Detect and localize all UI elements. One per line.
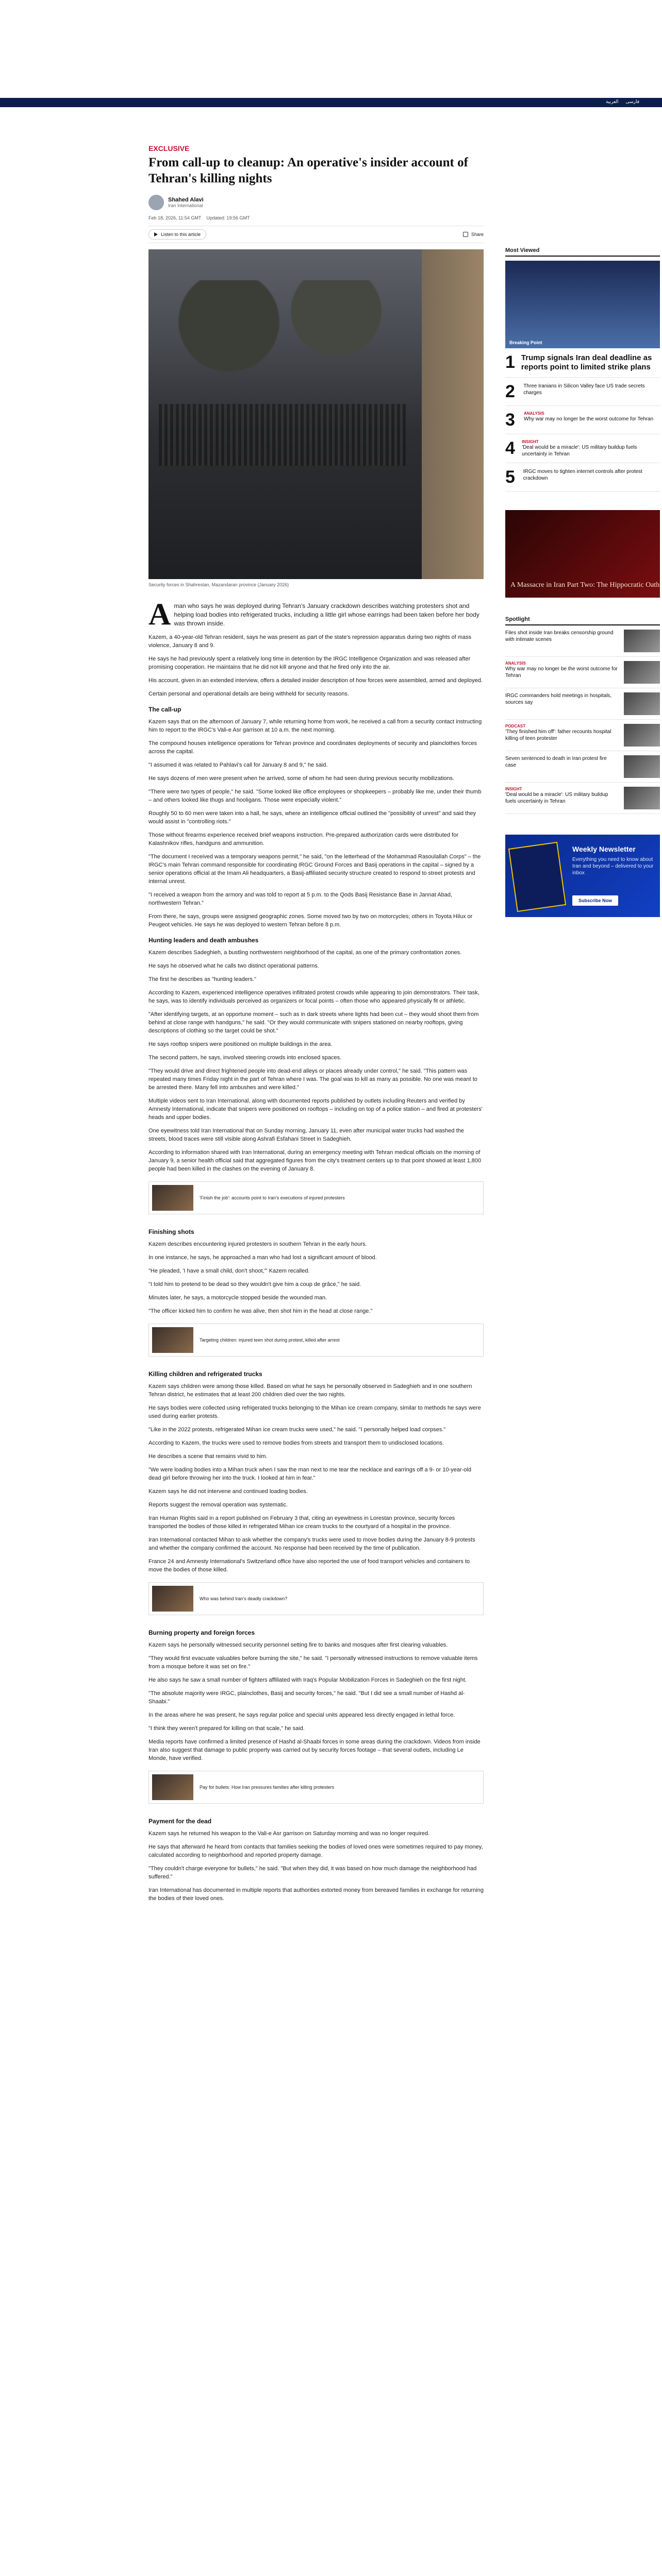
most-viewed-item[interactable] bbox=[505, 406, 660, 434]
related-title: Who was behind Iran's deadly crackdown? bbox=[200, 1596, 288, 1601]
image-caption: Security forces in Shahrestan, Mazandaran province (January 2026) bbox=[148, 582, 289, 587]
paragraph: Kazem describes encountering injured protesters in southern Tehran in the early hours. bbox=[148, 1241, 367, 1247]
most-viewed-rank: 4 bbox=[505, 438, 515, 458]
lang-arabic-link[interactable]: العربية bbox=[605, 99, 619, 105]
paragraph: Kazem says that on the afternoon of January 7, while returning home from work, he received a call from a security contact instructing him to report to the IRGC's Vali-e Asr garrison at 10 a.m. the next morning. bbox=[148, 719, 482, 733]
subscribe-button[interactable]: Subscribe Now bbox=[572, 895, 618, 906]
author-name[interactable]: Shahed Alavi bbox=[168, 197, 204, 203]
section-heading-hunting-leaders: Hunting leaders and death ambushes bbox=[148, 937, 259, 944]
spotlight-title: IRGC commanders hold meetings in hospitals, sources say bbox=[505, 693, 612, 705]
author-avatar[interactable] bbox=[148, 195, 164, 210]
spotlight-item[interactable] bbox=[505, 625, 660, 657]
paragraph: Kazem, a 40-year-old Tehran resident, says he was present as part of the state's repression apparatus during two nights of mass violence, January 8 and 9. bbox=[148, 634, 472, 649]
related-thumbnail bbox=[152, 1774, 193, 1800]
most-viewed-image-label: Breaking Point bbox=[509, 340, 542, 345]
paragraph: Media reports have confirmed a limited presence of Hashd al-Shaabi forces in some areas during the crackdown. Videos from inside Iran also suggest that damage to public property was carried out by security forces footage – that several outlets, including Le Monde, have verified. bbox=[148, 1739, 481, 1761]
most-viewed-kicker: INSIGHT bbox=[522, 439, 539, 444]
hero-wall bbox=[422, 249, 484, 579]
paragraph: "They would drive and direct frightened people into dead-end alleys or places already under control," he said. "This pattern was repeated many times Friday night in the part of Tehran where I was. The goal was to kill as many as possible. No one was meant to be arrested there. Many fell into ambushes and were killed." bbox=[148, 1068, 477, 1091]
listen-button[interactable] bbox=[148, 229, 206, 240]
nav-bar bbox=[0, 98, 662, 107]
paragraph: He says he had previously spent a relatively long time in detention by the IRGC Intelligence Organization and was released after promising cooperation. He maintains that he did not kill anyone and that he fired only into the air. bbox=[148, 656, 471, 670]
most-viewed-rank: 2 bbox=[505, 382, 515, 401]
article-main bbox=[148, 144, 484, 1908]
paragraph: "I think they weren't prepared for killing on that scale," he said. bbox=[148, 1725, 305, 1732]
paragraph: One eyewitness told Iran International that on Sunday morning, January 11, even after municipal water trucks had washed the streets, blood traces were still visible along Ashrafi Esfahani Street in Sadeghieh. bbox=[148, 1128, 464, 1142]
play-icon bbox=[154, 232, 158, 236]
section-children bbox=[148, 1382, 484, 1574]
drop-cap: A bbox=[148, 597, 171, 631]
top-header bbox=[0, 0, 662, 98]
related-article-card[interactable] bbox=[148, 1324, 484, 1357]
paragraph: "The officer kicked him to confirm he was alive, then shot him in the head at close range." bbox=[148, 1308, 373, 1314]
share-button[interactable] bbox=[463, 232, 484, 237]
paragraph: Roughly 50 to 60 men were taken into a hall, he says, where an intelligence official outlined the "possibility of unrest" and said they would assist in "controlling riots." bbox=[148, 810, 476, 825]
paragraph: Kazem says children were among those killed. Based on what he says he personally observed in Sadeghieh and in one southern Tehran district, he estimates that at least 200 children died over the two nights. bbox=[148, 1383, 472, 1398]
newsletter-title: Weekly Newsletter bbox=[572, 845, 636, 853]
intro-paragraphs bbox=[148, 633, 484, 698]
paragraph: According to Kazem, the trucks were used to remove bodies from streets and transport them to undisclosed locations. bbox=[148, 1440, 444, 1446]
paragraph: His account, given in an extended interview, offers a detailed insider description of how forces were assembled, armed and deployed. bbox=[148, 677, 483, 684]
spotlight-thumbnail bbox=[624, 724, 660, 747]
paragraph: In one instance, he says, he approached a man who had lost a significant amount of blood. bbox=[148, 1255, 377, 1261]
most-viewed-title: Three Iranians in Silicon Valley face US trade secrets charges bbox=[523, 383, 645, 396]
related-thumbnail bbox=[152, 1185, 193, 1211]
most-viewed-rank: 3 bbox=[505, 410, 515, 430]
spotlight-thumbnail bbox=[624, 787, 660, 809]
related-title: Targeting children: injured teen shot during protest, killed after arrest bbox=[200, 1337, 340, 1343]
related-article-card[interactable] bbox=[148, 1181, 484, 1214]
most-viewed-kicker: ANALYSIS bbox=[524, 411, 544, 416]
paragraph: "The absolute majority were IRGC, plainclothes, Basij and security forces," he said. "But I did see a small number of Hashd al-Shaabi." bbox=[148, 1690, 465, 1705]
documentary-promo[interactable] bbox=[505, 510, 660, 598]
spotlight-title: 'Deal would be a miracle': US military buildup fuels uncertainty in Tehran bbox=[505, 792, 608, 804]
related-article-card[interactable] bbox=[148, 1582, 484, 1615]
paragraph: "The document I received was a temporary weapons permit," he said, "on the letterhead of the Mohammad Rasoulallah Corps" – the IRGC's main Tehran command responsible for coordinating IRGC Ground Forces and Basij operations in the capital – signed by a senior operations official at the Imam Ali headquarters, a Basij-affiliated security structure created to respond to street protests and internal unrest. bbox=[148, 854, 481, 885]
paragraph: In the areas where he was present, he says regular police and special units appeared less directly engaged in lethal force. bbox=[148, 1712, 455, 1718]
section-heading-finishing-shots: Finishing shots bbox=[148, 1228, 194, 1235]
most-viewed-title: Trump signals Iran deal deadline as reports point to limited strike plans bbox=[521, 353, 652, 371]
related-title: 'Finish the job': accounts point to Iran's executions of injured protesters bbox=[200, 1195, 345, 1200]
paragraph: He says he observed what he calls two distinct operational patterns. bbox=[148, 963, 319, 969]
paragraph: The second pattern, he says, involved steering crowds into enclosed spaces. bbox=[148, 1055, 342, 1061]
paragraph: Kazem says he did not intervene and continued loading bodies. bbox=[148, 1488, 308, 1495]
share-icon bbox=[463, 232, 468, 237]
most-viewed-rank: 5 bbox=[505, 467, 515, 487]
related-article-card[interactable] bbox=[148, 1771, 484, 1804]
article-dates bbox=[148, 215, 484, 221]
paragraph: He also says he saw a small number of fighters affiliated with Iraq's Popular Mobilization Forces in Sadeghieh on the first night. bbox=[148, 1677, 467, 1683]
exclusive-tag: EXCLUSIVE bbox=[148, 144, 190, 152]
section-heading-children: Killing children and refrigerated trucks bbox=[148, 1370, 262, 1378]
hero-crowd bbox=[159, 404, 406, 466]
spotlight-thumbnail bbox=[624, 755, 660, 778]
section-payment bbox=[148, 1829, 484, 1903]
paragraph: "We were loading bodies into a Mihan truck when I saw the man next to me tear the necklace and earrings off a 9- or 10-year-old dead girl before throwing her into the truck. I looked at him in fear." bbox=[148, 1467, 471, 1481]
paragraph: Multiple videos sent to Iran International, along with documented reports published by outlets including Reuters and verified by Amnesty International, indicate that snipers were positioned on rooftops – including on top of a police station – and fired at protesters' heads and upper bodies. bbox=[148, 1098, 483, 1121]
spotlight-title: Why war may no longer be the worst outcome for Tehran bbox=[505, 666, 618, 679]
most-viewed-list bbox=[505, 348, 660, 492]
lang-farsi-link[interactable]: فارسی bbox=[625, 99, 639, 105]
paragraph: Reports suggest the removal operation was systematic. bbox=[148, 1502, 288, 1508]
paragraph: "They couldn't charge everyone for bullets," he said. "But when they did, it was based on how much damage the neighborhood had suffered." bbox=[148, 1866, 477, 1880]
most-viewed-title: Why war may no longer be the worst outcome for Tehran bbox=[524, 416, 654, 422]
spotlight-item[interactable] bbox=[505, 751, 660, 783]
paragraph: From there, he says, groups were assigned geographic zones. Some moved two by two on motorcycles; others in Toyota Hilux or Peugeot vehicles. He says he was deployed to western Tehran before 8 p.m. bbox=[148, 913, 473, 928]
newsletter-description: Everything you need to know about Iran and beyond – delivered to your inbox bbox=[572, 857, 654, 876]
most-viewed-item[interactable] bbox=[505, 378, 660, 406]
lede-text: man who says he was deployed during Tehran's January crackdown describes watching protesters shot and helping load bodies into refrigerated trucks, including a little girl whose earrings had been taken before her body was thrown inside. bbox=[174, 602, 479, 627]
paragraph: The first he describes as "hunting leaders." bbox=[148, 976, 256, 982]
related-title: Pay for bullets: How Iran pressures families after killing protesters bbox=[200, 1785, 335, 1790]
published-date: Feb 18, 2026, 11:54 GMT bbox=[148, 215, 202, 221]
paragraph: He says rooftop snipers were positioned on multiple buildings in the area. bbox=[148, 1041, 333, 1047]
author-org: Iran International bbox=[168, 203, 203, 208]
hero-image bbox=[148, 249, 484, 579]
section-heading-burning-property: Burning property and foreign forces bbox=[148, 1629, 255, 1636]
spotlight-title: Files shot inside Iran breaks censorship ground with intimate scenes bbox=[505, 630, 614, 642]
sidebar bbox=[505, 247, 660, 917]
related-thumbnail bbox=[152, 1586, 193, 1612]
spotlight-kicker: ANALYSIS bbox=[505, 661, 526, 666]
paragraph: France 24 and Amnesty International's Switzerland office have also reported the use of food transport vehicles and containers to move the bodies of those killed. bbox=[148, 1558, 470, 1573]
spotlight-item[interactable] bbox=[505, 657, 660, 688]
paragraph: He says dozens of men were present when he arrived, some of whom he had seen during previous security mobilizations. bbox=[148, 775, 455, 782]
paragraph: Iran Human Rights said in a report published on February 3 that, citing an eyewitness in Lorestan province, security forces transported the bodies of those killed in refrigerated Mihan ice cream trucks to the courtyard of a hospital in the province. bbox=[148, 1515, 455, 1530]
paragraph: According to Kazem, experienced intelligence operatives infiltrated protest crowds while appearing to join demonstrators. Their task, he says, was to identify individuals perceived as organizers or focal points – often those who appeared physically fit or athletic. bbox=[148, 990, 479, 1004]
section-finishing-shots bbox=[148, 1240, 484, 1315]
paragraph: "He pleaded, 'I have a small child, don't shoot,'" Kazem recalled. bbox=[148, 1268, 310, 1274]
spotlight-item[interactable] bbox=[505, 720, 660, 751]
spotlight-item[interactable] bbox=[505, 688, 660, 720]
paragraph: Kazem says he personally witnessed security personnel setting fire to banks and mosques after first clearing valuables. bbox=[148, 1642, 448, 1648]
paragraph: Those without firearms experience received brief weapons instruction. Pre-prepared authorization cards were distributed for Kalashnikov rifles, handguns and ammunition. bbox=[148, 832, 459, 846]
paragraph: According to information shared with Iran International, during an emergency meeting with Tehran medical officials on the morning of January 9, a senior health official said that aggregated figures from the city's treatment centers up to that point showed at least 1,800 people had been killed in the clashes on the evening of January 8. bbox=[148, 1149, 482, 1172]
most-viewed-item[interactable] bbox=[505, 348, 660, 378]
spotlight-item[interactable] bbox=[505, 783, 660, 814]
paragraph: "They would first evacuate valuables before burning the site," he said. "I personally witnessed instructions to remove valuable items from a mosque before it was set on fire." bbox=[148, 1655, 478, 1670]
paragraph: "I told him to pretend to be dead so they wouldn't give him a coup de grâce," he said. bbox=[148, 1281, 361, 1287]
spotlight-heading: Spotlight bbox=[505, 616, 660, 625]
article-actions bbox=[148, 226, 484, 243]
most-viewed-rank: 1 bbox=[505, 352, 515, 372]
paragraph: Iran International has documented in multiple reports that authorities extorted money from bereaved families in exchange for returning the bodies of their loved ones. bbox=[148, 1887, 484, 1902]
paragraph: Minutes later, he says, a motorcycle stopped beside the wounded man. bbox=[148, 1295, 327, 1301]
newsletter-illustration bbox=[508, 842, 566, 912]
share-label: Share bbox=[471, 232, 484, 237]
spotlight-title: Seven sentenced to death in Iran protest fire case bbox=[505, 756, 607, 768]
paragraph: "There were two types of people," he said. "Some looked like office employees or shopkeepers – probably like me, under their thumb – and others looked like thugs and hooligans. Those were especially violent." bbox=[148, 789, 482, 803]
most-viewed-item[interactable] bbox=[505, 434, 660, 463]
section-heading-call-up: The call-up bbox=[148, 706, 181, 713]
paragraph: Kazem says he returned his weapon to the Vali-e Asr garrison on Saturday morning and was no longer required. bbox=[148, 1831, 430, 1837]
paragraph: "I received a weapon from the armory and was told to report at 5 p.m. to the Qods Basij Resistance Base in Jannat Abad, northwestern Tehran." bbox=[148, 892, 453, 906]
byline bbox=[148, 195, 484, 210]
paragraph: "Like in the 2022 protests, refrigerated Mihan ice cream trucks were used," he said. "I personally helped load corpses." bbox=[148, 1427, 446, 1433]
hero-trees bbox=[148, 280, 417, 383]
paragraph: "After identifying targets, at an opportune moment – such as in dark streets where lights had been cut – they would shoot them from behind at close range with handguns," he said. "Or they would communicate with snipers stationed on nearby rooftops, giving descriptions of clothing so the target could be shot." bbox=[148, 1011, 479, 1034]
paragraph: "I assumed it was related to Pahlavi's call for January 8 and 9," he said. bbox=[148, 762, 328, 768]
article-body bbox=[148, 597, 484, 1903]
spotlight-kicker: INSIGHT bbox=[505, 787, 522, 791]
most-viewed-item[interactable] bbox=[505, 463, 660, 492]
promo-title: A Massacre in Iran Part Two: The Hippocratic Oath bbox=[510, 581, 660, 589]
listen-label: Listen to this article bbox=[161, 232, 201, 237]
spotlight-kicker: PODCAST bbox=[505, 724, 526, 728]
spotlight-thumbnail bbox=[624, 630, 660, 652]
most-viewed-heading: Most Viewed bbox=[505, 247, 660, 257]
paragraph: Certain personal and operational details are being withheld for security reasons. bbox=[148, 691, 349, 697]
most-viewed-title: IRGC moves to tighten internet controls after protest crackdown bbox=[523, 469, 642, 481]
paragraph: Kazem describes Sadeghieh, a bustling northwestern neighborhood of the capital, as one of the primary confrontation zones. bbox=[148, 950, 462, 956]
most-viewed-image[interactable] bbox=[505, 261, 660, 348]
paragraph: He describes a scene that remains vivid to him. bbox=[148, 1453, 268, 1460]
section-call-up bbox=[148, 718, 484, 929]
section-hunting-leaders bbox=[148, 948, 484, 1173]
section-burning-property bbox=[148, 1641, 484, 1762]
paragraph: The compound houses intelligence operations for Tehran province and coordinates deployments of security and plainclothes forces across the capital. bbox=[148, 740, 477, 755]
spotlight-title: 'They finished him off': father recounts hospital killing of teen protester bbox=[505, 729, 611, 741]
spotlight-thumbnail bbox=[624, 661, 660, 684]
spotlight-list bbox=[505, 625, 660, 814]
lede-paragraph bbox=[148, 597, 484, 631]
related-thumbnail bbox=[152, 1327, 193, 1353]
updated-date: Updated: 19:56 GMT bbox=[206, 215, 250, 221]
paragraph: Iran International contacted Mihan to ask whether the company's trucks were used to move bodies during the January 8-9 protests and whether the company confirmed the account. No response had been received by the time of publication. bbox=[148, 1537, 475, 1551]
article-title: From call-up to cleanup: An operative's insider account of Tehran's killing nights bbox=[148, 156, 468, 185]
paragraph: He says that afterward he heard from contacts that families seeking the bodies of loved ones were sometimes required to pay money, calculated according to neighborhood and reported property damage. bbox=[148, 1844, 483, 1858]
newsletter-box bbox=[505, 835, 660, 917]
spotlight-thumbnail bbox=[624, 692, 660, 715]
most-viewed-title: 'Deal would be a miracle': US military buildup fuels uncertainty in Tehran bbox=[522, 445, 637, 457]
paragraph: He says bodies were collected using refrigerated trucks belonging to the Mihan ice cream company, similar to methods he says were used during earlier protests. bbox=[148, 1405, 481, 1419]
section-heading-payment: Payment for the dead bbox=[148, 1818, 212, 1825]
